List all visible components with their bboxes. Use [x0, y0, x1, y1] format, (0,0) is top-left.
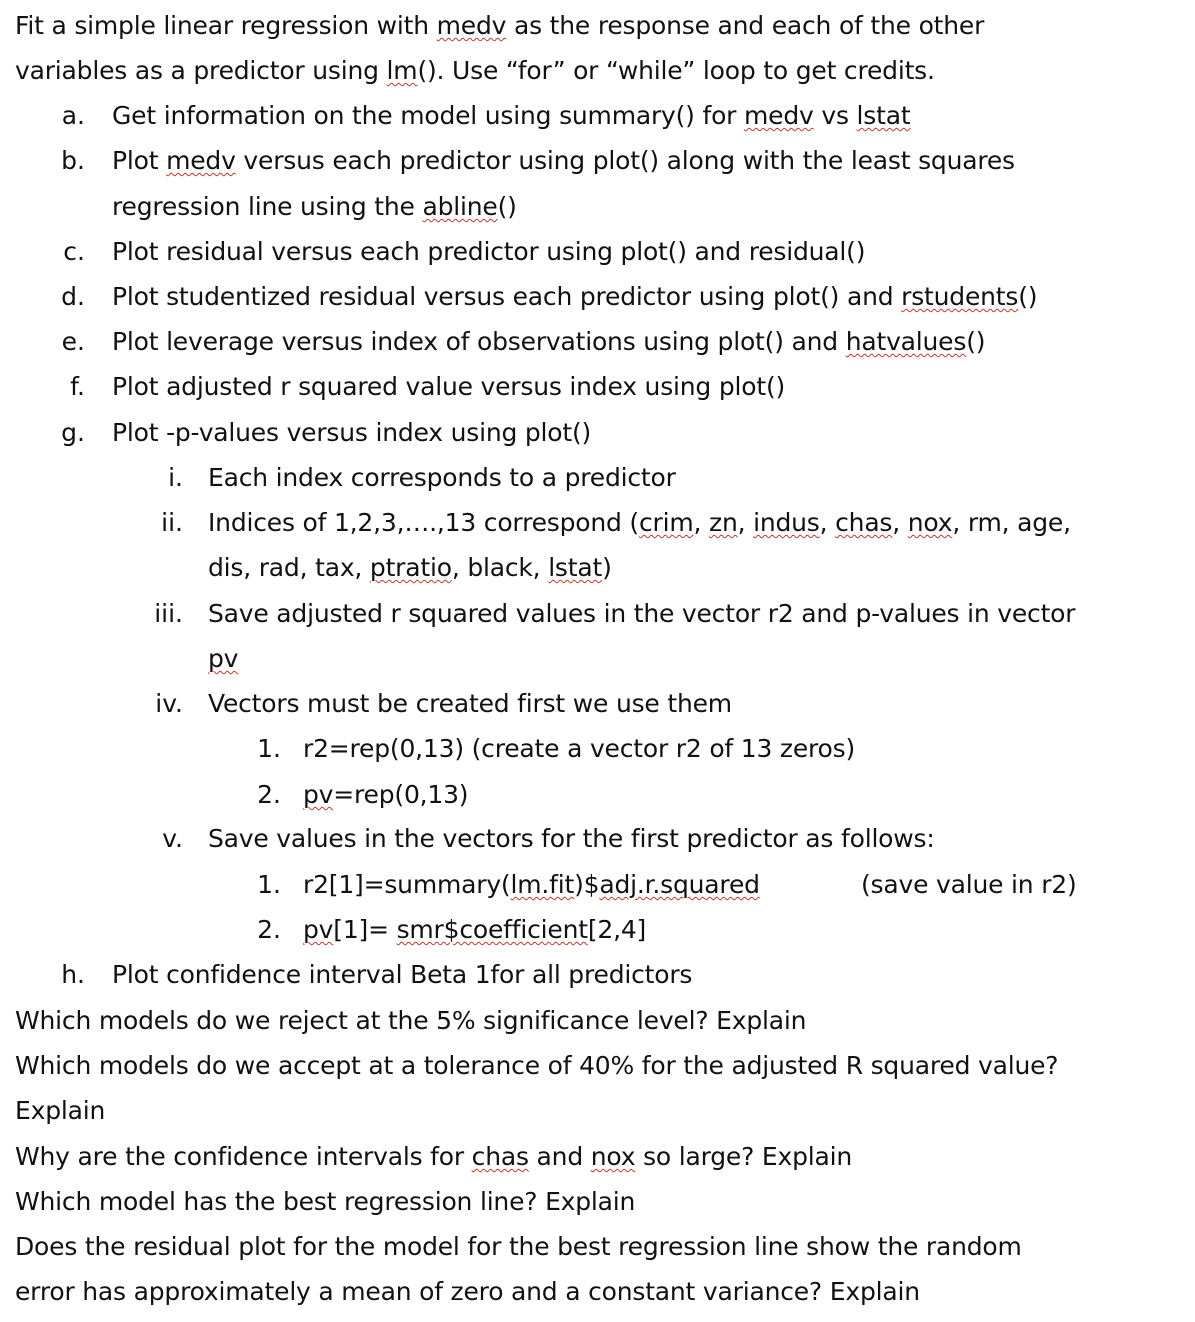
item-g-marker: g.: [61, 418, 85, 447]
spell-check-underline: crim: [638, 508, 694, 537]
question-3: Why are the confidence intervals for chas and nox so large? Explain: [15, 1142, 853, 1171]
item-d-marker: d.: [61, 282, 85, 311]
item-a-marker: a.: [61, 101, 85, 130]
v-step-2-text: pv[1]= smr$coefficient[2,4]: [303, 915, 647, 944]
spell-check-underline: medv: [744, 101, 814, 130]
spell-check-underline: chas: [835, 508, 893, 537]
item-g-text: Plot -p-values versus index using plot(): [112, 418, 592, 447]
intro-line-1: Fit a simple linear regression with medv as the response and each of the other: [15, 11, 985, 40]
spell-check-underline: pv: [303, 915, 334, 944]
subitem-i-text: Each index corresponds to a predictor: [208, 463, 676, 492]
subitem-iii-marker: iii.: [154, 599, 183, 628]
v-step-1-marker: 1.: [257, 870, 281, 899]
item-c-text: Plot residual versus each predictor using plot() and residual(): [112, 237, 866, 266]
spell-check-underline: hatvalues: [845, 327, 967, 356]
subitem-v-text: Save values in the vectors for the first predictor as follows:: [208, 824, 935, 853]
item-e-marker: e.: [61, 327, 85, 356]
item-b-line-2: regression line using the abline(): [112, 192, 517, 221]
question-5-line-1: Does the residual plot for the model for the best regression line show the random: [15, 1232, 1022, 1261]
spell-check-underline: ptratio: [369, 553, 452, 582]
spell-check-underline: nox: [907, 508, 953, 537]
item-b-line-1: Plot medv versus each predictor using plot() along with the least squares: [112, 146, 1015, 175]
item-c-marker: c.: [63, 237, 85, 266]
iv-step-1-text: r2=rep(0,13) (create a vector r2 of 13 zeros): [303, 734, 856, 763]
iv-step-2-marker: 2.: [257, 780, 281, 809]
subitem-i-marker: i.: [168, 463, 183, 492]
spell-check-underline: abline: [422, 192, 498, 221]
question-1: Which models do we reject at the 5% significance level? Explain: [15, 1006, 807, 1035]
subitem-iv-text: Vectors must be created first we use them: [208, 689, 732, 718]
spell-mark-lm: lm: [386, 56, 418, 85]
subitem-ii-line-1: Indices of 1,2,3,….,13 correspond (crim, zn, indus, chas, nox, rm, age,: [208, 508, 1071, 537]
spell-mark-medv: medv: [436, 11, 507, 40]
iv-step-2-text: pv=rep(0,13): [303, 780, 469, 809]
question-5-line-2: error has approximately a mean of zero and a constant variance? Explain: [15, 1277, 920, 1306]
spell-check-underline: lm.fit: [510, 870, 575, 899]
v-step-1-text: r2[1]=summary(lm.fit)$adj.r.squared: [303, 870, 760, 899]
spell-check-underline: lstat: [548, 553, 603, 582]
spell-check-underline: zn: [709, 508, 738, 537]
item-b-marker: b.: [61, 146, 85, 175]
subitem-iii-line-1: Save adjusted r squared values in the vector r2 and p-values in vector: [208, 599, 1076, 628]
intro-line-2: variables as a predictor using lm(). Use “for” or “while” loop to get credits.: [15, 56, 935, 85]
spell-check-underline: adj.r.squared: [599, 870, 760, 899]
question-2-line-1: Which models do we accept at a tolerance of 40% for the adjusted R squared value?: [15, 1051, 1059, 1080]
item-a-text: Get information on the model using summary() for medv vs lstat: [112, 101, 911, 130]
item-e-text: Plot leverage versus index of observations using plot() and hatvalues(): [112, 327, 986, 356]
question-4: Which model has the best regression line? Explain: [15, 1187, 636, 1216]
item-f-text: Plot adjusted r squared value versus index using plot(): [112, 372, 786, 401]
spell-check-underline: nox: [590, 1142, 636, 1171]
subitem-ii-marker: ii.: [161, 508, 183, 537]
spell-check-underline: pv: [303, 780, 334, 809]
spell-check-underline: rstudents: [901, 282, 1019, 311]
spell-check-underline: medv: [166, 146, 236, 175]
subitem-ii-line-2: dis, rad, tax, ptratio, black, lstat): [208, 553, 612, 582]
v-step-2-marker: 2.: [257, 915, 281, 944]
spell-check-underline: pv: [208, 644, 239, 673]
spell-check-underline: indus: [753, 508, 820, 537]
subitem-iv-marker: iv.: [155, 689, 183, 718]
v-step-1-note: (save value in r2): [861, 870, 1077, 899]
subitem-iii-line-2: [208, 643, 238, 675]
item-h-marker: h.: [61, 960, 85, 989]
question-2-line-2: Explain: [15, 1096, 106, 1125]
item-h-text: Plot confidence interval Beta 1for all predictors: [112, 960, 693, 989]
spell-check-underline: lstat: [856, 101, 911, 130]
item-d-text: Plot studentized residual versus each predictor using plot() and rstudents(): [112, 282, 1038, 311]
spell-check-underline: chas: [471, 1142, 529, 1171]
subitem-v-marker: v.: [162, 824, 183, 853]
iv-step-1-marker: 1.: [257, 734, 281, 763]
spell-check-underline: smr$coefficient: [396, 915, 588, 944]
item-f-marker: f.: [70, 372, 85, 401]
